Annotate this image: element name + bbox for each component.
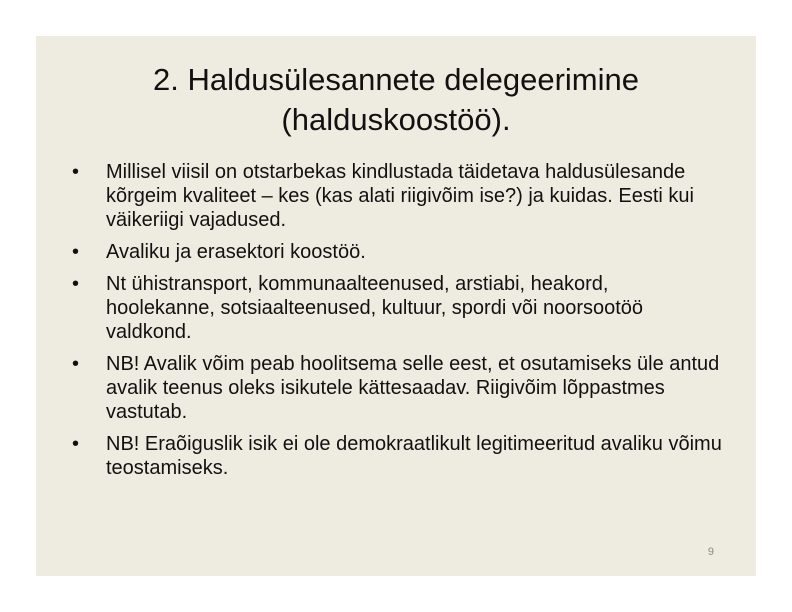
bullet-icon: • (72, 161, 80, 183)
bullet-icon: • (72, 433, 80, 455)
bullet-item-1 (72, 160, 722, 232)
page-number: 9 (707, 546, 714, 558)
bullet-icon: • (72, 353, 80, 375)
presentation-slide (36, 36, 756, 576)
bullet-list (72, 160, 722, 488)
slide-title (56, 60, 736, 140)
bullet-icon: • (72, 273, 80, 295)
slide-title-line-2: (halduskoostöö). (281, 102, 511, 137)
bullet-item-4 (72, 352, 722, 424)
bullet-text-5: NB! Eraõiguslik isik ei ole demokraatlikult legitimeeritud avaliku võimu teostamiseks. (106, 433, 722, 479)
bullet-text-1: Millisel viisil on otstarbekas kindlustada täidetava haldusülesande kõrgeim kvaliteet – kes (kas alati riigivõim ise?) ja kuidas. Eesti kui väikeriigi vajadused. (106, 161, 694, 231)
bullet-text-2: Avaliku ja erasektori koostöö. (106, 241, 366, 263)
bullet-text-3: Nt ühistransport, kommunaalteenused, arstiabi, heakord, hoolekanne, sotsiaalteenused, kultuur, spordi või noorsootöö valdkond. (106, 273, 644, 343)
bullet-item-2 (72, 240, 722, 264)
bullet-item-5 (72, 432, 722, 480)
bullet-item-3 (72, 272, 722, 344)
bullet-icon: • (72, 241, 80, 263)
bullet-text-4: NB! Avalik võim peab hoolitsema selle eest, et osutamiseks üle antud avalik teenus oleks isikutele kättesaadav. Riigivõim lõppastmes vastutab. (106, 353, 720, 423)
slide-title-line-1: 2. Haldusülesannete delegeerimine (153, 62, 639, 97)
